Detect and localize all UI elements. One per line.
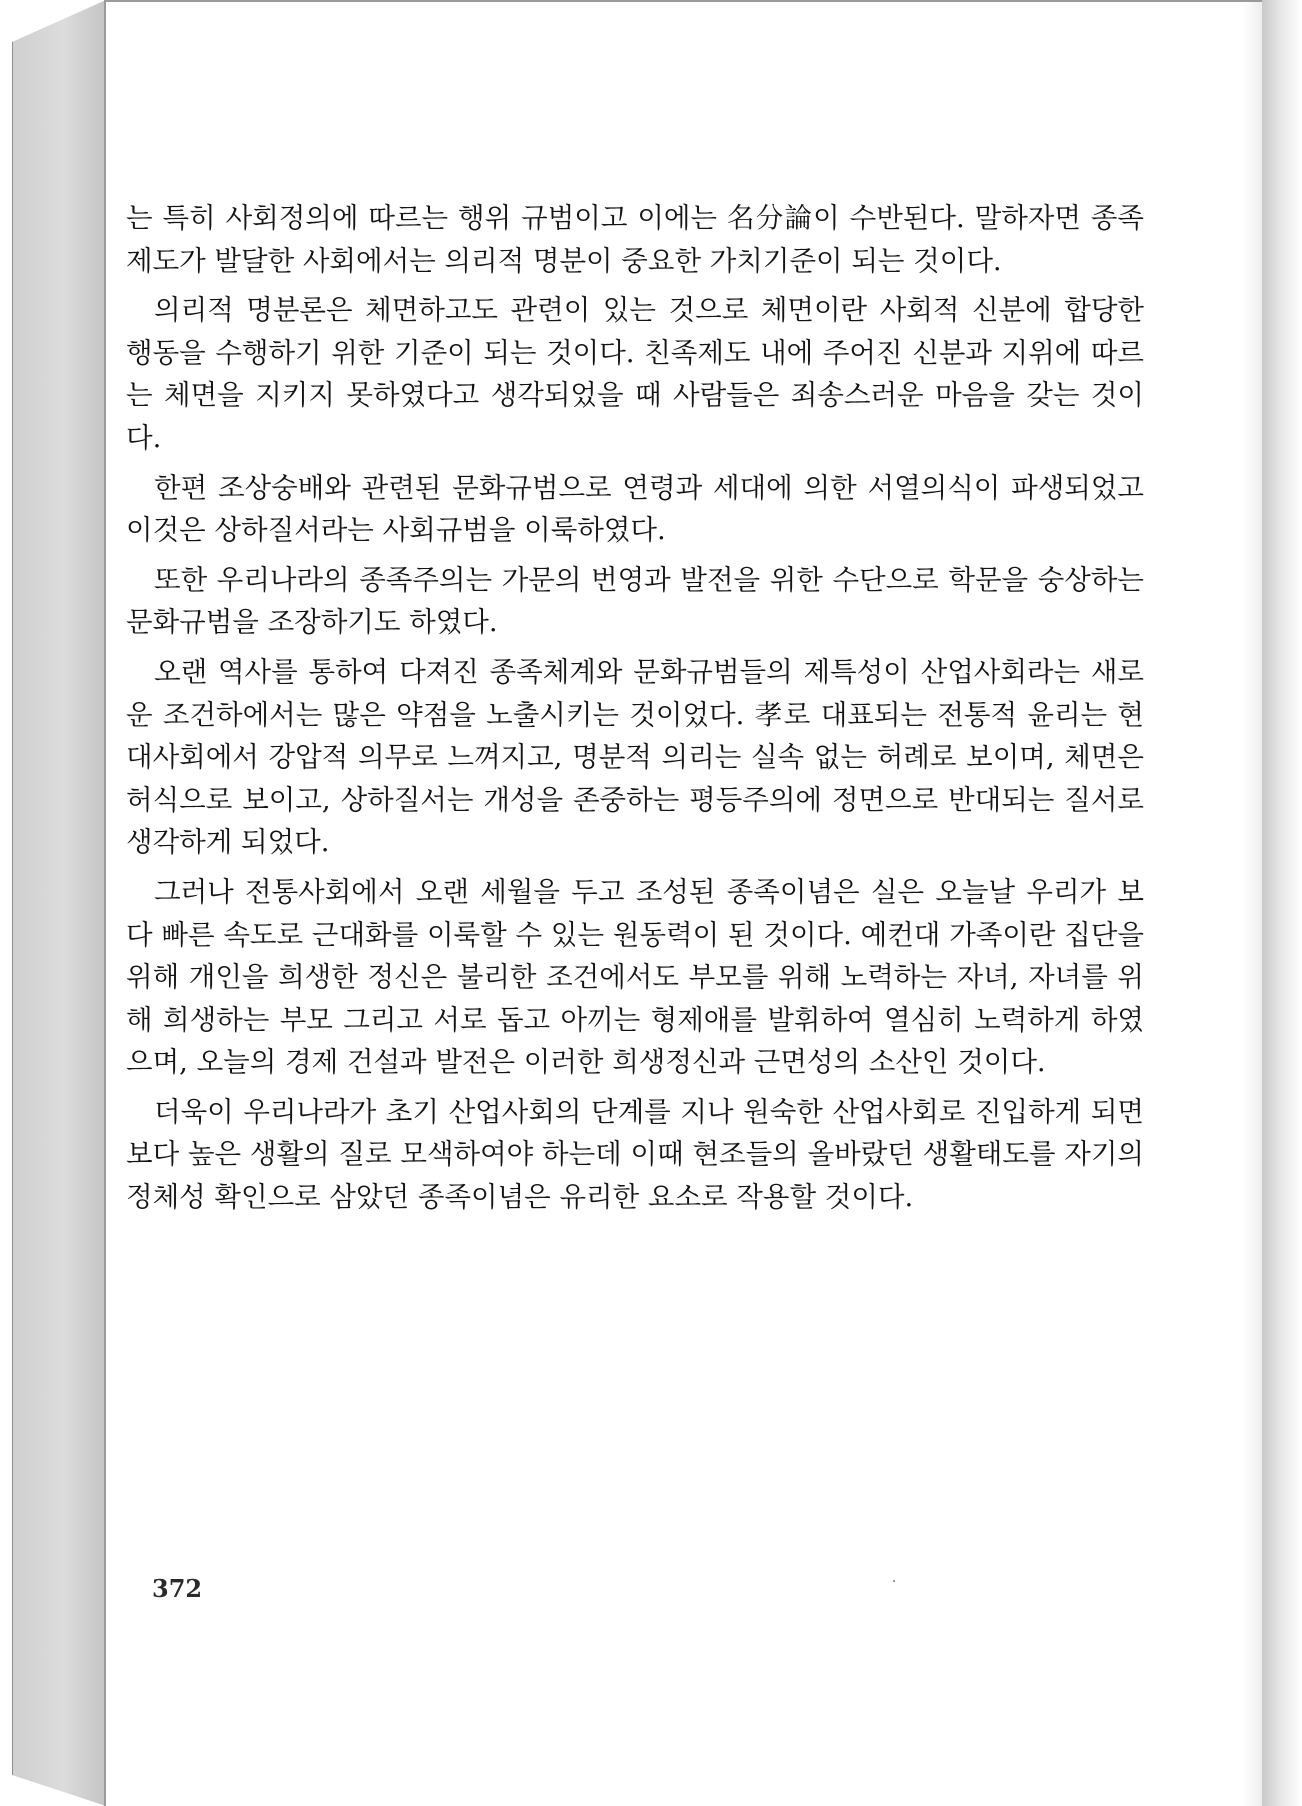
page-right-shadow (1262, 0, 1302, 1806)
paragraph-6: 그러나 전통사회에서 오랜 세월을 두고 조성된 종족이념은 실은 오늘날 우리가 보다 빠른 속도로 근대화를 이룩할 수 있는 원동력이 된 것이다. 예컨대 가족이란 집단을 위해 개인을 희생한 정신은 불리한 조건에서도 부모를 위해 노력하는 자녀, 자녀를 위해 희생하는 부모 그리고 서로 돕고 아끼는 형제애를 발휘하여 열심히 노력하게 하였으며, 오늘의 경제 건설과 발전은 이러한 희생정신과 근면성의 소산인 것이다. (126, 875, 1144, 1079)
book-side-outline (12, 0, 106, 1806)
paragraph-4: 또한 우리나라의 종족주의는 가문의 번영과 발전을 위한 수단으로 학문을 숭상하는 문화규범을 조장하기도 하였다. (126, 563, 1144, 639)
scan-speck (893, 1580, 895, 1582)
paragraph-2: 의리적 명분론은 체면하고도 관련이 있는 것으로 체면이란 사회적 신분에 합당한 행동을 수행하기 위한 기준이 되는 것이다. 친족제도 내에 주어진 신분과 지위에 따르는 체면을 지키지 못하였다고 생각되었을 때 사람들은 죄송스러운 마음을 갖는 것이다. (126, 294, 1144, 454)
paragraph-7: 더욱이 우리나라가 초기 산업사회의 단계를 지나 원숙한 산업사회로 진입하게 되면 보다 높은 생활의 질로 모색하여야 하는데 이때 현조들의 올바랐던 생활태도를 자기의 정체성 확인으로 삼았던 종족이념은 유리한 요소로 작용할 것이다. (126, 1095, 1144, 1214)
paragraph-1: 는 특히 사회정의에 따르는 행위 규범이고 이에는 名分論이 수반된다. 말하자면 종족제도가 발달한 사회에서는 의리적 명분이 중요한 가치기준이 되는 것이다. (126, 202, 1144, 277)
paragraph-3: 한편 조상숭배와 관련된 문화규범으로 연령과 세대에 의한 서열의식이 파생되었고 이것은 상하질서라는 사회규범을 이룩하였다. (126, 471, 1144, 547)
page-number: 372 (152, 1574, 203, 1603)
paragraph-5: 오랜 역사를 통하여 다져진 종족체계와 문화규범들의 제특성이 산업사회라는 새로운 조건하에서는 많은 약점을 노출시키는 것이었다. 孝로 대표되는 전통적 윤리는 현대사회에서 강압적 의무로 느껴지고, 명분적 의리는 실속 없는 허례로 보이며, 체면은 허식으로 보이고, 상하질서는 개성을 존중하는 평등주의에 정면으로 반대되는 질서로 생각하게 되었다. (126, 655, 1144, 859)
page-body-text (126, 197, 1144, 1226)
